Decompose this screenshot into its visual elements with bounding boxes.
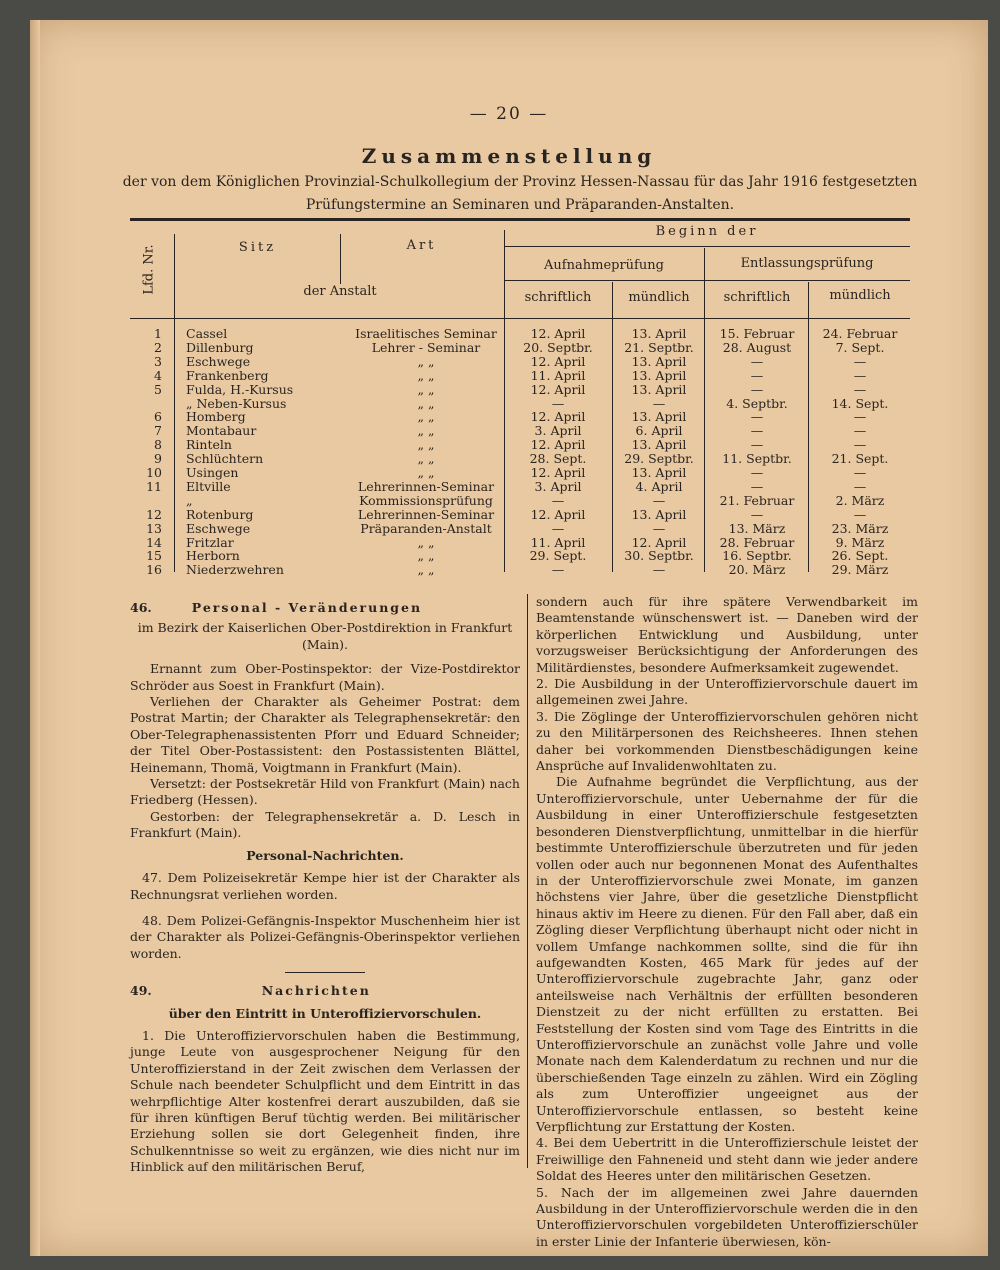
cell-entlassung-muendlich: 9. März xyxy=(835,534,885,550)
cell-aufnahme-schriftlich: 3. April xyxy=(534,478,582,494)
cell-entlassung-muendlich: 14. Sept. xyxy=(831,395,889,411)
cell-entlassung-schriftlich: — xyxy=(750,465,764,480)
cell-aufnahme-muendlich: 6. April xyxy=(635,423,683,439)
cell-aufnahme-schriftlich: 11. April xyxy=(530,367,586,383)
table-vline-3 xyxy=(504,230,505,572)
cell-art: Lehrer - Seminar xyxy=(371,339,481,355)
cell-sitz: Usingen xyxy=(186,465,239,480)
header-lfd-nr: Lfd. Nr. xyxy=(141,244,157,295)
cell-nr: 14 xyxy=(146,534,162,550)
para-versetzt: Versetzt: der Postsekretär Hild von Frankfurt (Main) nach Friedberg (Hessen). xyxy=(130,776,520,808)
cell-entlassung-schriftlich: 13. März xyxy=(728,520,786,536)
cell-nr: 9 xyxy=(154,451,162,467)
cell-art: Kommissionsprüfung xyxy=(359,492,493,508)
cell-nr: 12 xyxy=(146,506,162,522)
cell-entlassung-muendlich: — xyxy=(853,423,867,439)
cell-aufnahme-muendlich: — xyxy=(652,395,666,411)
table-vline-1 xyxy=(174,234,175,572)
table-vline-4 xyxy=(612,282,613,572)
cell-entlassung-schriftlich: 4. Septbr. xyxy=(726,395,788,411)
cell-entlassung-schriftlich: 28. August xyxy=(722,339,792,355)
cell-nr: 6 xyxy=(154,409,162,425)
para-r-5: 5. Nach der im allgemeinen zwei Jahre dauernden Ausbildung in der Unteroffiziervorschule werden die in den Unteroffiziervorschulen vorgebildeten Unteroffizierschüler in erster Linie der Infanterie überwiesen, kön- xyxy=(536,1184,918,1249)
cell-art: „ „ xyxy=(417,534,435,550)
para-49-1: 1. Die Unteroffiziervorschulen haben die Bestimmung, junge Leute von ausgesprochener Neigung für den Unteroffizierstand in der Zeit zwischen dem Verlassen der Schule nach beendeter Schulpflicht und dem Eintritt in das wehrpflichtige Alter kostenfrei derart auszubilden, daß sie für ihren künftigen Beruf tüchtig werden. Bei militärischer Erziehung sollen sie dort Gelegenheit finden, ihre Schulkenntnisse so weit zu ergänzen, wie dies nicht nur im Hinblick auf den militärischen Beruf, xyxy=(130,1027,520,1175)
cell-nr: 15 xyxy=(146,548,162,564)
section-46-heading: Personal - Veränderungen xyxy=(191,600,423,615)
table-header-rule xyxy=(130,318,910,319)
cell-nr: 2 xyxy=(154,339,162,355)
cell-art: „ „ xyxy=(417,423,435,439)
cell-sitz: Dillenburg xyxy=(186,339,254,355)
cell-entlassung-muendlich: 21. Sept. xyxy=(831,451,889,467)
cell-aufnahme-schriftlich: 3. April xyxy=(534,423,582,439)
right-column xyxy=(536,594,918,1250)
cell-entlassung-muendlich: — xyxy=(853,506,867,522)
cell-aufnahme-muendlich: 13. April xyxy=(631,506,687,522)
cell-art: „ „ xyxy=(417,437,435,453)
header-aufnahme-schriftlich: schriftlich xyxy=(524,290,592,305)
cell-entlassung-muendlich: — xyxy=(853,353,867,369)
subtitle-line-2: Prüfungstermine an Seminaren und Präparanden-Anstalten. xyxy=(305,197,735,213)
divider-rule xyxy=(285,972,365,973)
cell-entlassung-muendlich: 23. März xyxy=(831,520,889,536)
cell-sitz: Niederzwehren xyxy=(186,562,284,578)
cell-sitz: Fulda, H.-Kursus xyxy=(186,381,294,397)
cell-entlassung-muendlich: 29. März xyxy=(831,562,889,578)
cell-entlassung-muendlich: — xyxy=(853,437,867,453)
cell-nr: 7 xyxy=(154,423,162,439)
cell-aufnahme-schriftlich: 12. April xyxy=(530,381,586,397)
cell-entlassung-muendlich: — xyxy=(853,367,867,383)
header-beginn-der: Beginn der xyxy=(655,224,759,239)
cell-aufnahme-schriftlich: — xyxy=(551,562,565,578)
section-49-heading: Nachrichten xyxy=(261,983,371,999)
cell-aufnahme-schriftlich: 29. Sept. xyxy=(529,548,587,564)
cell-art: Lehrerinnen-Seminar xyxy=(357,478,495,494)
cell-nr: 3 xyxy=(154,353,162,369)
cell-entlassung-muendlich: 24. Februar xyxy=(822,326,898,341)
cell-art: „ „ xyxy=(417,451,435,467)
cell-nr: 1 xyxy=(154,326,162,341)
table-vline-6 xyxy=(808,282,809,572)
table-vline-5 xyxy=(704,248,705,572)
cell-sitz: Eltville xyxy=(186,478,231,494)
cell-art: „ „ xyxy=(417,367,435,383)
cell-sitz: Rinteln xyxy=(186,437,232,453)
cell-entlassung-muendlich: 26. Sept. xyxy=(831,548,889,564)
cell-aufnahme-muendlich: 29. Septbr. xyxy=(624,451,694,467)
para-gestorben: Gestorben: der Telegraphensekretär a. D. Lesch in Frankfurt (Main). xyxy=(130,808,520,841)
cell-sitz: Fritzlar xyxy=(186,534,234,550)
cell-nr: 16 xyxy=(146,562,162,578)
header-aufnahme-muendlich: mündlich xyxy=(628,290,690,305)
cell-sitz: Rotenburg xyxy=(186,506,254,522)
cell-art: Präparanden-Anstalt xyxy=(360,520,492,536)
cell-nr: 11 xyxy=(146,478,162,494)
header-der-anstalt: der Anstalt xyxy=(303,284,377,299)
para-47: 47. Dem Polizeisekretär Kempe hier ist der Charakter als Rechnungsrat verliehen worden. xyxy=(130,870,520,902)
cell-entlassung-schriftlich: 11. Septbr. xyxy=(722,451,792,467)
cell-entlassung-schriftlich: — xyxy=(750,353,764,369)
cell-nr: 10 xyxy=(146,465,162,480)
cell-aufnahme-muendlich: — xyxy=(652,562,666,578)
cell-sitz: Homberg xyxy=(186,409,246,425)
cell-entlassung-schriftlich: — xyxy=(750,478,764,494)
cell-aufnahme-muendlich: 4. April xyxy=(635,478,683,494)
cell-entlassung-schriftlich: 16. Septbr. xyxy=(722,548,792,564)
cell-aufnahme-schriftlich: — xyxy=(551,492,565,508)
cell-entlassung-schriftlich: — xyxy=(750,437,764,453)
cell-sitz: Eschwege xyxy=(186,353,251,369)
cell-entlassung-muendlich: 2. März xyxy=(835,492,885,508)
cell-sitz: Schlüchtern xyxy=(186,451,264,467)
cell-entlassung-muendlich: 7. Sept. xyxy=(835,339,885,355)
cell-entlassung-schriftlich: 28. Februar xyxy=(719,534,795,550)
section-46-number: 46. xyxy=(130,600,152,615)
cell-aufnahme-schriftlich: 12. April xyxy=(530,465,586,480)
cell-entlassung-muendlich: — xyxy=(853,381,867,397)
left-column xyxy=(130,600,520,1176)
cell-entlassung-schriftlich: 21. Februar xyxy=(719,492,795,508)
cell-aufnahme-muendlich: 12. April xyxy=(631,534,687,550)
cell-art: „ „ xyxy=(417,562,435,578)
header-sub-rule xyxy=(504,280,910,281)
cell-aufnahme-muendlich: — xyxy=(652,520,666,536)
para-verliehen: Verliehen der Charakter als Geheimer Postrat: dem Postrat Martin; der Charakter als Telegraphensekretär: den Ober-Telegraphenassistenten Pforr und Eduard Schneider; der Titel Ober-Postassistent: den Postassistenten Blättel, Heinemann, Thomä, Voigtmann in Frankfurt (Main). xyxy=(130,694,520,775)
page-binding-edge xyxy=(30,20,40,1256)
section-49-subheading: über den Eintritt in Unteroffiziervorschulen. xyxy=(168,1005,482,1021)
header-entlassungspruefung: Entlassungsprüfung xyxy=(740,256,874,271)
page-number: — 20 — xyxy=(469,104,549,124)
cell-art: „ „ xyxy=(417,409,435,425)
personal-nachrichten-heading: Personal-Nachrichten. xyxy=(246,847,404,863)
cell-nr: 5 xyxy=(154,381,162,397)
cell-art: „ „ xyxy=(417,548,435,564)
cell-nr: 13 xyxy=(146,520,162,536)
cell-entlassung-muendlich: — xyxy=(853,478,867,494)
para-r-4: 4. Bei dem Uebertritt in die Unteroffizierschule leistet der Freiwillige den Fahneneid und steht dann wie jeder andere Soldat des Heeres unter den militärischen Gesetzen. xyxy=(536,1135,918,1184)
cell-art: „ „ xyxy=(417,395,435,411)
cell-aufnahme-schriftlich: — xyxy=(551,395,565,411)
cell-sitz: Frankenberg xyxy=(186,367,269,383)
cell-aufnahme-muendlich: 30. Septbr. xyxy=(624,548,694,564)
cell-aufnahme-muendlich: 13. April xyxy=(631,381,687,397)
column-divider xyxy=(527,594,528,1168)
cell-art: „ „ xyxy=(417,381,435,397)
cell-sitz: Eschwege xyxy=(186,520,251,536)
cell-aufnahme-schriftlich: 11. April xyxy=(530,534,586,550)
cell-sitz: Herborn xyxy=(186,548,240,564)
scanned-page xyxy=(30,20,988,1256)
cell-aufnahme-schriftlich: — xyxy=(551,520,565,536)
cell-entlassung-schriftlich: — xyxy=(750,381,764,397)
para-r-3: 3. Die Zöglinge der Unteroffiziervorschulen gehören nicht zu den Militärpersonen des Reichsheeres. Ihnen stehen daher bei vorkommenden Dienstbeschädigungen keine Ansprüche auf Invalidenwohltaten zu. xyxy=(536,708,918,774)
table-vline-2 xyxy=(340,234,341,284)
cell-nr: 8 xyxy=(154,437,162,453)
cell-entlassung-schriftlich: 20. März xyxy=(728,562,786,578)
header-entlassung-schriftlich: schriftlich xyxy=(723,290,791,305)
section-49-number: 49. xyxy=(130,983,152,999)
cell-entlassung-muendlich: — xyxy=(853,465,867,480)
cell-nr: 4 xyxy=(154,367,162,383)
header-sitz: Sitz xyxy=(238,240,277,255)
cell-sitz: „ xyxy=(186,492,193,508)
table-top-rule xyxy=(130,218,910,221)
para-48: 48. Dem Polizei-Gefängnis-Inspektor Muschenheim hier ist der Charakter als Polizei-Gefängnis-Oberinspektor verliehen worden. xyxy=(130,912,520,961)
cell-aufnahme-schriftlich: 12. April xyxy=(530,506,586,522)
cell-aufnahme-muendlich: 13. April xyxy=(631,465,687,480)
page-title: Zusammenstellung xyxy=(361,144,657,168)
header-art: Art xyxy=(406,238,437,253)
cell-aufnahme-schriftlich: 12. April xyxy=(530,353,586,369)
header-aufnahmepruefung: Aufnahmeprüfung xyxy=(544,258,664,273)
header-entlassung-muendlich: mündlich xyxy=(829,288,891,303)
cell-entlassung-muendlich: — xyxy=(853,409,867,425)
cell-aufnahme-schriftlich: 12. April xyxy=(530,409,586,425)
cell-aufnahme-schriftlich: 28. Sept. xyxy=(529,451,587,467)
cell-aufnahme-muendlich: 13. April xyxy=(631,437,687,453)
cell-sitz: Montabaur xyxy=(186,423,257,439)
cell-aufnahme-muendlich: 13. April xyxy=(631,409,687,425)
header-beginn-rule xyxy=(504,246,910,247)
cell-entlassung-schriftlich: — xyxy=(750,367,764,383)
cell-aufnahme-schriftlich: 12. April xyxy=(530,437,586,453)
cell-aufnahme-muendlich: 13. April xyxy=(631,326,687,341)
cell-aufnahme-schriftlich: 20. Septbr. xyxy=(523,339,593,355)
subtitle-line-1: der von dem Königlichen Provinzial-Schulkollegium der Provinz Hessen-Nassau für das Jahr 1916 festgesetzten xyxy=(122,174,918,190)
cell-entlassung-schriftlich: — xyxy=(750,409,764,425)
cell-aufnahme-muendlich: — xyxy=(652,492,666,508)
cell-art: Israelitisches Seminar xyxy=(355,326,497,341)
para-r-3b: Die Aufnahme begründet die Verpflichtung, aus der Unteroffiziervorschule, unter Uebernahme der für die Ausbildung in einer Unteroffizierschule festgesetzten besonderen Dienstverpflichtung, unmittelbar in die hierfür bestimmte Unteroffizierschule überzutreten und für jeden vollen oder auch nur begonnenen Monat des Aufenthaltes in der Unteroffiziervorschule zwei Monate, im ganzen höchstens vier Jahre, über die gesetzliche Dienstpflicht hinaus aktiv im Heere zu dienen. Für den Fall aber, daß ein Zögling dieser Verpflichtung überhaupt nicht oder nicht in vollem Umfange nachkommen sollte, sind die für ihn aufgewandten Kosten, 465 Mark für jedes auf der Unteroffiziervorschule zugebrachte Jahr, ganz oder anteilsweise nach Verhältnis der erfüllten besonderen Dienstzeit zu der nicht erfüllten zu erstatten. Bei Feststellung der Kosten sind vom Tage des Eintritts in die Unteroffiziervorschule an zunächst volle Jahre und volle Monate nach dem Kalenderdatum zu rechnen und nur die überschießenden Tage einzeln zu zählen. Wird ein Zögling als zum Unteroffizier ungeeignet aus der Unteroffiziervorschule entlassen, so besteht keine Verpflichtung zur Erstattung der Kosten. xyxy=(536,774,918,1134)
para-r-2: 2. Die Ausbildung in der Unteroffiziervorschule dauert im allgemeinen zwei Jahre. xyxy=(536,676,918,708)
para-ernannt: Ernannt zum Ober-Postinspektor: der Vize-Postdirektor Schröder aus Soest in Frankfurt (Main). xyxy=(130,661,520,693)
cell-art: „ „ xyxy=(417,353,435,369)
cell-aufnahme-muendlich: 13. April xyxy=(631,353,687,369)
cell-entlassung-schriftlich: 15. Februar xyxy=(719,326,795,341)
cell-aufnahme-muendlich: 13. April xyxy=(631,367,687,383)
cell-aufnahme-muendlich: 21. Septbr. xyxy=(624,339,694,355)
cell-sitz: Cassel xyxy=(186,326,228,341)
cell-entlassung-schriftlich: — xyxy=(750,506,764,522)
cell-art: „ „ xyxy=(417,465,435,480)
cell-entlassung-schriftlich: — xyxy=(750,423,764,439)
para-r-continuation: sondern auch für ihre spätere Verwendbarkeit im Beamtenstande wünschenswert ist. — Daneben wird der körperlichen Entwicklung und Ausbildung, unter vorzugsweiser Berücksichtigung der Anforderungen des Militärdienstes, besondere Aufmerksamkeit zugewendet. xyxy=(536,594,918,675)
cell-art: Lehrerinnen-Seminar xyxy=(357,506,495,522)
section-46-subheading: im Bezirk der Kaiserlichen Ober-Postdirektion in Frankfurt (Main). xyxy=(137,620,513,652)
cell-sitz: „ Neben-Kursus xyxy=(186,395,287,411)
cell-aufnahme-schriftlich: 12. April xyxy=(530,326,586,341)
